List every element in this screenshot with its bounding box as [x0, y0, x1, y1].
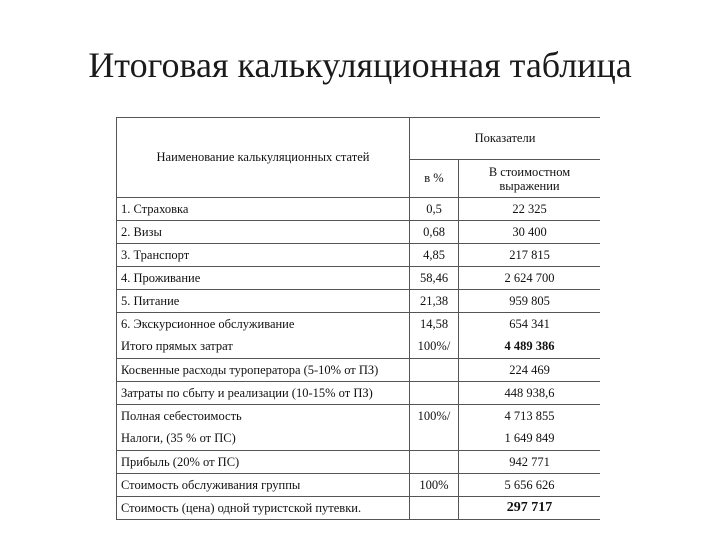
row-value: 4 489 386: [459, 336, 601, 359]
row-value: 224 469: [459, 359, 601, 382]
row-percent: [410, 497, 459, 520]
table-row: [117, 198, 601, 221]
table-row: [117, 313, 601, 336]
row-value: 1 649 849: [459, 428, 601, 451]
row-percent: [410, 451, 459, 474]
row-name: 2. Визы: [117, 221, 410, 244]
calculation-table: [116, 117, 600, 520]
table-row: [117, 244, 601, 267]
row-percent: [410, 359, 459, 382]
row-percent: 4,85: [410, 244, 459, 267]
row-percent: 0,68: [410, 221, 459, 244]
row-name: 6. Экскурсионное обслуживание: [117, 313, 410, 336]
header-name-col: Наименование калькуляционных статей: [117, 118, 410, 198]
row-percent: 100%/: [410, 336, 459, 359]
table-row: [117, 451, 601, 474]
row-name: Прибыль (20% от ПС): [117, 451, 410, 474]
row-name: Полная себестоимость: [117, 405, 410, 428]
row-percent: 21,38: [410, 290, 459, 313]
header-indicators: Показатели: [410, 118, 601, 160]
row-percent: 58,46: [410, 267, 459, 290]
row-value: 217 815: [459, 244, 601, 267]
row-name: Налоги, (35 % от ПС): [117, 428, 410, 451]
row-name: Затраты по сбыту и реализации (10-15% от ПЗ): [117, 382, 410, 405]
row-value: 22 325: [459, 198, 601, 221]
row-value: 4 713 855: [459, 405, 601, 428]
table-row: [117, 428, 601, 451]
header-value: В стоимостном выражении: [459, 160, 601, 198]
table-row-full-cost: [117, 405, 601, 428]
table-row: [117, 221, 601, 244]
row-value: 448 938,6: [459, 382, 601, 405]
table-row: [117, 290, 601, 313]
table-row: [117, 474, 601, 497]
table-row-tour-price: [117, 497, 601, 520]
row-value: 30 400: [459, 221, 601, 244]
row-value: 942 771: [459, 451, 601, 474]
header-percent: в %: [410, 160, 459, 198]
row-percent: 14,58: [410, 313, 459, 336]
row-value: 959 805: [459, 290, 601, 313]
row-value: 654 341: [459, 313, 601, 336]
row-percent: [410, 428, 459, 451]
table-row: [117, 359, 601, 382]
row-name: 4. Проживание: [117, 267, 410, 290]
calculation-table-container: [116, 117, 600, 525]
row-percent: 100%/: [410, 405, 459, 428]
row-value: 297 717: [459, 497, 601, 520]
row-name: Итого прямых затрат: [117, 336, 410, 359]
row-name: Косвенные расходы туроператора (5-10% от ПЗ): [117, 359, 410, 382]
table-row-total-direct: [117, 336, 601, 359]
table-row: [117, 267, 601, 290]
row-name: 5. Питание: [117, 290, 410, 313]
row-value: 2 624 700: [459, 267, 601, 290]
row-name: 1. Страховка: [117, 198, 410, 221]
row-percent: 100%: [410, 474, 459, 497]
row-value: 5 656 626: [459, 474, 601, 497]
row-name: Стоимость обслуживания группы: [117, 474, 410, 497]
slide-title: Итоговая калькуляционная таблица: [88, 45, 632, 85]
row-name: Стоимость (цена) одной туристской путевки.: [117, 497, 410, 520]
table-header-row: [117, 118, 601, 160]
row-percent: 0,5: [410, 198, 459, 221]
row-percent: [410, 382, 459, 405]
row-name: 3. Транспорт: [117, 244, 410, 267]
table-row: [117, 382, 601, 405]
